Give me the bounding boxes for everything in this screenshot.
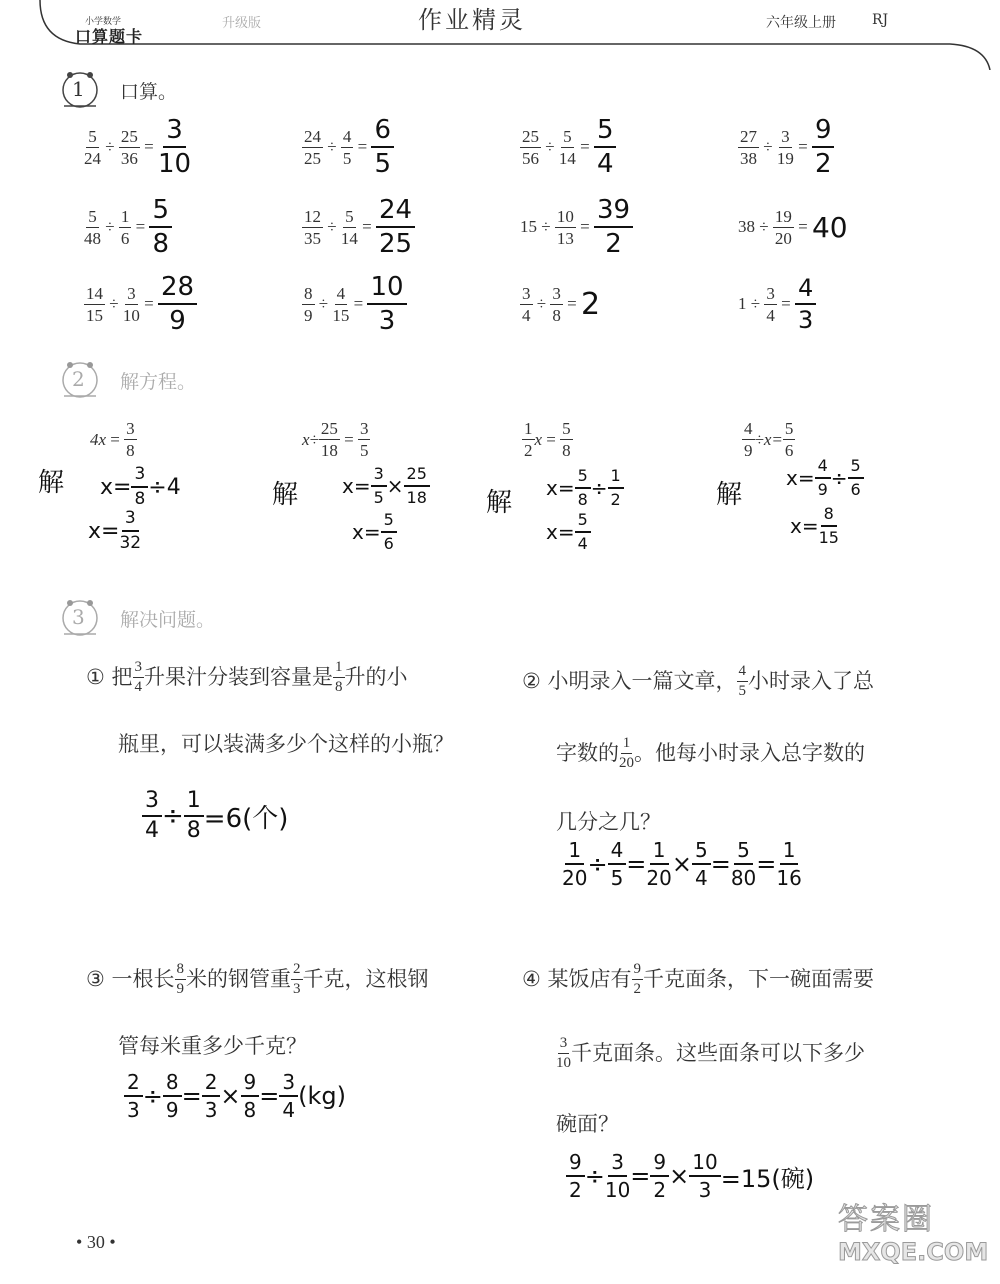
problem-4-line-3: 碗面？ bbox=[556, 1112, 619, 1136]
header-note: 升级版 bbox=[222, 16, 262, 31]
section-2-heading bbox=[58, 358, 196, 402]
section-title: 口算。 bbox=[120, 80, 178, 103]
problem-4-line-1: ④ 某饭店有 $\frac{9}{2}$ 千克面条，下一碗面需要 bbox=[522, 961, 875, 997]
brand-logo bbox=[55, 0, 195, 46]
handwritten-answer: $\frac{5}{8}$ bbox=[149, 197, 172, 257]
watermark-site: MXQE.COM bbox=[838, 1238, 989, 1266]
solution-step: x= $\frac{3}{32}$ bbox=[88, 508, 142, 553]
calc-item: $\frac{3}{4}$ ÷ $\frac{3}{8}$ = 2 bbox=[522, 283, 601, 325]
equation-prompt: 4x = $\frac{3}{8}$ bbox=[90, 419, 135, 460]
problem-1-line-2: 瓶里，可以装满多少个这样的小瓶？ bbox=[118, 732, 454, 756]
problem-3-line-1: ③ 一根长 $\frac{8}{9}$ 米的钢管重 $\frac{2}{3}$ 千克，这根钢 bbox=[86, 961, 429, 997]
calc-item: $\frac{5}{24}$ ÷ $\frac{25}{36}$ = $\frac{3}{10}$ bbox=[84, 115, 192, 179]
watermark-logo bbox=[838, 1194, 988, 1272]
calc-item: $\frac{8}{9}$ ÷ $\frac{4}{15}$ = $\frac{10}{3}$ bbox=[302, 268, 407, 340]
problem-1-solution: $\frac{3}{4}$ ÷ $\frac{1}{8}$ =6(个) bbox=[142, 790, 288, 842]
solution-step: x= $\frac{8}{15}$ bbox=[790, 504, 839, 547]
problem-4-solution: $\frac{9}{2}$ ÷ $\frac{3}{10}$ = $\frac{9}{2}$ × $\frac{10}{3}$ =15(碗) bbox=[566, 1152, 814, 1200]
section-number: 3 bbox=[72, 605, 85, 629]
grade-label: 六年级上册 bbox=[766, 15, 836, 31]
section-title: 解决问题。 bbox=[120, 608, 216, 631]
brand-small: 小学数学 bbox=[85, 17, 122, 27]
equation-prompt: $\frac{4}{9}$ ÷x= $\frac{5}{6}$ bbox=[744, 419, 794, 460]
handwritten-answer: $\frac{5}{4}$ bbox=[594, 117, 617, 177]
handwritten-answer: $\frac{3}{10}$ bbox=[157, 115, 192, 179]
problem-1-line-1: ① 把 $\frac{3}{4}$ 升果汁分装到容量是 $\frac{1}{8}$ 升的小 bbox=[86, 659, 408, 695]
calc-item: 1 ÷ $\frac{3}{4}$ = $\frac{4}{3}$ bbox=[738, 268, 816, 340]
handwritten-jie: 解 bbox=[38, 468, 65, 498]
problem-2-line-2: 字数的 $\frac{1}{20}$ 。他每小时录入总字数的 bbox=[556, 735, 865, 771]
calc-item: $\frac{12}{35}$ ÷ $\frac{5}{14}$ = $\frac{24}{25}$ bbox=[302, 192, 415, 262]
problem-4-line-2: $\frac{3}{10}$ 千克面条。这些面条可以下多少 bbox=[556, 1035, 865, 1071]
page-number: • 30 • bbox=[76, 1232, 116, 1252]
calc-item: $\frac{5}{48}$ ÷ $\frac{1}{6}$ = $\frac{5}{8}$ bbox=[84, 192, 172, 262]
solution-step: x= $\frac{5}{6}$ bbox=[352, 512, 397, 552]
frac-num: 5 bbox=[88, 126, 97, 146]
solution-step: x= $\frac{4}{9}$ ÷ $\frac{5}{6}$ bbox=[786, 458, 864, 498]
section-number: 2 bbox=[72, 367, 85, 391]
section-3-heading bbox=[58, 596, 215, 640]
page-title: 作业精灵 bbox=[418, 6, 526, 34]
handwritten-answer: $\frac{39}{2}$ bbox=[594, 197, 633, 257]
handwritten-answer: 40 bbox=[811, 210, 848, 244]
section-number: 1 bbox=[72, 77, 85, 101]
handwritten-jie: 解 bbox=[272, 480, 299, 510]
problem-2-line-1: ② 小明录入一篇文章， $\frac{4}{5}$ 小时录入了总 bbox=[522, 663, 875, 699]
calc-item: $\frac{27}{38}$ ÷ $\frac{3}{19}$ = $\frac{9}{2}$ bbox=[738, 112, 834, 182]
frac-den: 24 bbox=[84, 148, 101, 168]
handwritten-answer: $\frac{9}{2}$ bbox=[812, 117, 835, 177]
equation-prompt: x÷ $\frac{25}{18}$ = $\frac{3}{5}$ bbox=[302, 419, 369, 460]
frac-den: 36 bbox=[120, 148, 138, 168]
problem-3-solution: $\frac{2}{3}$ ÷ $\frac{8}{9}$ = $\frac{2}{3}$ × $\frac{9}{8}$ = $\frac{3}{4}$ (kg) bbox=[124, 1072, 346, 1120]
handwritten-jie: 解 bbox=[486, 488, 513, 518]
calc-item: 38 ÷ $\frac{19}{20}$ = 40 bbox=[738, 206, 848, 248]
equation-prompt: $\frac{1}{2}$ x = $\frac{5}{8}$ bbox=[524, 419, 571, 460]
calc-item: $\frac{24}{25}$ ÷ $\frac{4}{5}$ = $\frac{6}{5}$ bbox=[302, 112, 394, 182]
handwritten-answer: 2 bbox=[580, 286, 601, 322]
handwritten-jie: 解 bbox=[716, 480, 743, 510]
section-1-heading bbox=[58, 68, 177, 112]
handwritten-answer: $\frac{10}{3}$ bbox=[367, 274, 406, 334]
handwritten-answer: $\frac{28}{9}$ bbox=[158, 274, 197, 334]
frac-num: 25 bbox=[120, 126, 138, 146]
calc-item: $\frac{14}{15}$ ÷ $\frac{3}{10}$ = $\frac{28}{9}$ bbox=[84, 268, 197, 340]
problem-2-line-3: 几分之几？ bbox=[556, 810, 661, 834]
solution-step: x= $\frac{3}{5}$ × $\frac{25}{18}$ bbox=[342, 466, 430, 506]
brand-main: 口算题卡 bbox=[75, 27, 144, 46]
handwritten-answer: $\frac{4}{3}$ bbox=[795, 276, 816, 332]
watermark-text: 答案圈 bbox=[838, 1202, 934, 1237]
solution-step: x= $\frac{5}{4}$ bbox=[546, 512, 591, 552]
handwritten-answer: $\frac{24}{25}$ bbox=[376, 197, 415, 257]
solution-step: x= $\frac{3}{8}$ ÷4 bbox=[100, 464, 181, 509]
calc-item: $\frac{25}{56}$ ÷ $\frac{5}{14}$ = $\frac{5}{4}$ bbox=[520, 112, 616, 182]
section-title: 解方程。 bbox=[120, 370, 197, 393]
problem-3-line-2: 管每米重多少千克？ bbox=[118, 1034, 307, 1058]
edition-label: RJ bbox=[872, 12, 889, 28]
calc-item: 15 ÷ $\frac{10}{13}$ = $\frac{39}{2}$ bbox=[520, 192, 633, 262]
handwritten-answer: $\frac{6}{5}$ bbox=[371, 117, 394, 177]
problem-2-solution: $\frac{1}{20}$ ÷ $\frac{4}{5}$ = $\frac{1}{20}$ × $\frac{5}{4}$ = $\frac{5}{80}$ = $\frac{1}{16}$ bbox=[562, 838, 802, 890]
solution-step: x= $\frac{5}{8}$ ÷ $\frac{1}{2}$ bbox=[546, 468, 624, 508]
